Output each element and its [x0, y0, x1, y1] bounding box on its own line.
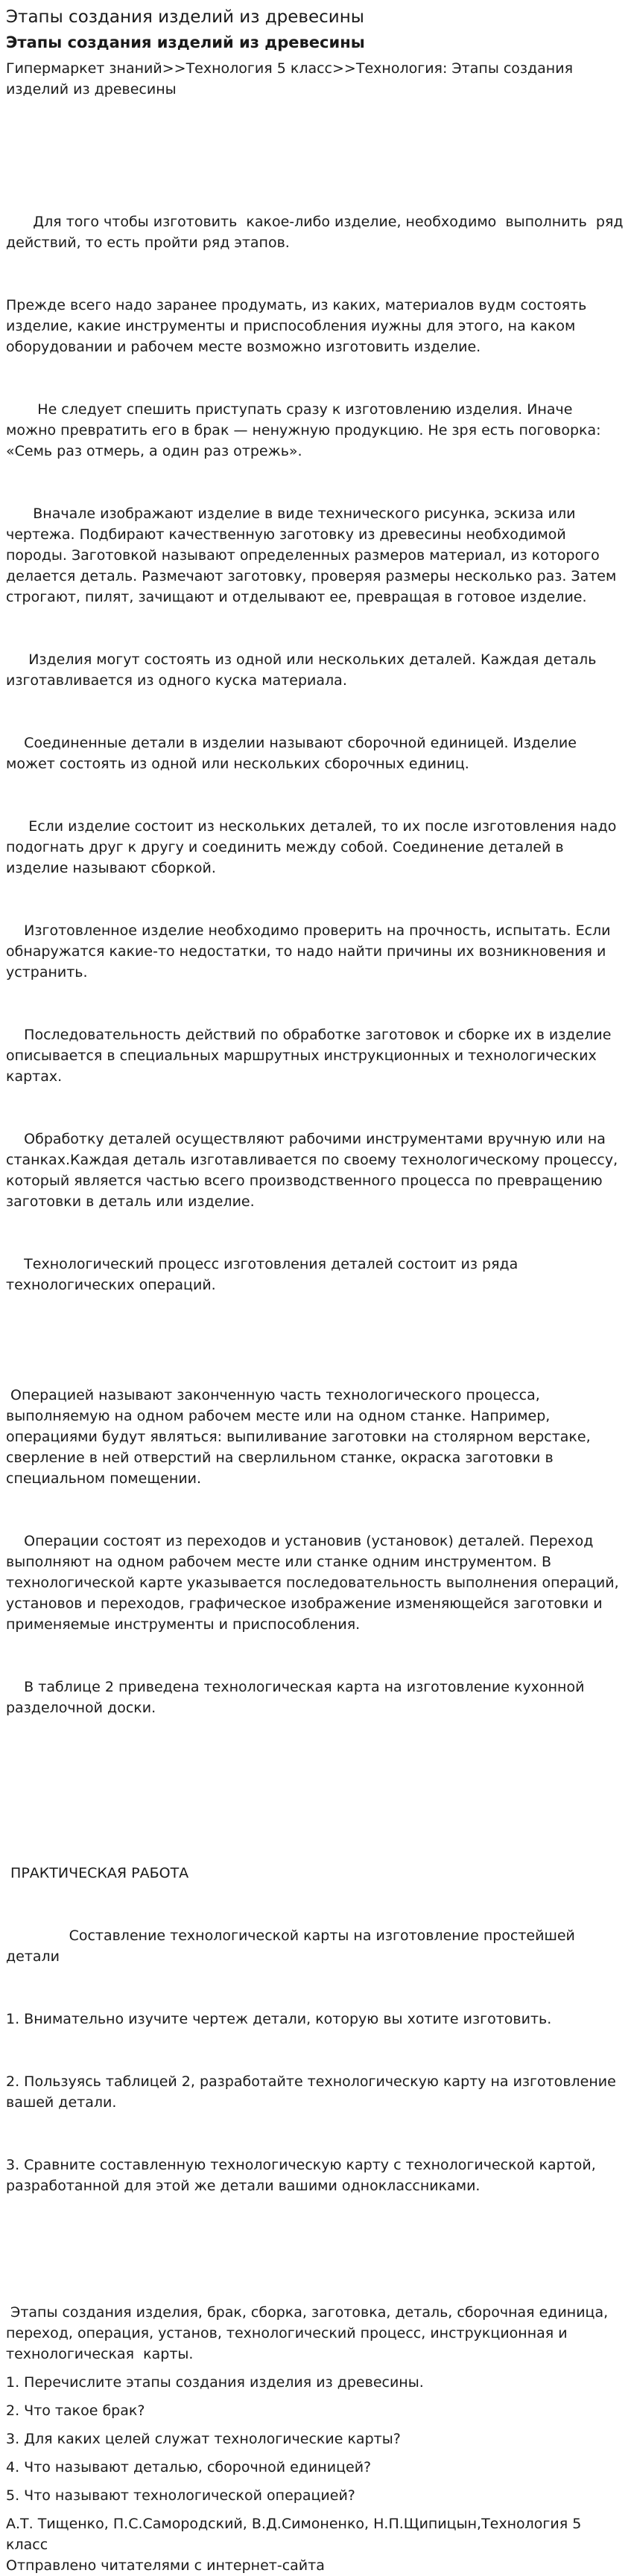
- article-body: [6, 170, 628, 1760]
- paragraph: Операцией называют законченную часть технологического процесса, выполняемую на одном рабочем месте или на одном станке. Например, операциями будут являться: выпиливание заготовки на столярном верстаке, сверление в ней отверстий на сверлильном станке, окраска заготовки в специальном помещении.: [6, 1387, 595, 1487]
- paragraph: Если изделие состоит из нескольких деталей, то их после изготовления надо подогнать друг к другу и соединить между собой. Соединение деталей в изделие называют сборкой.: [6, 818, 621, 876]
- breadcrumb-link-hypermarket[interactable]: Гипермаркет знаний: [6, 60, 162, 77]
- breadcrumb-separator: >>: [332, 60, 356, 77]
- paragraph: Соединенные детали в изделии называют сборочной единицей. Изделие может состоять из одной или нескольких сборочных единиц.: [6, 735, 581, 772]
- question-item: 2. Что такое брак?: [6, 2403, 145, 2419]
- question-item: 3. Для каких целей служат технологические карты?: [6, 2431, 401, 2447]
- spacer: [6, 1760, 625, 1821]
- paragraph: В таблице 2 приведена технологическая карта на изготовление кухонной разделочной доски.: [6, 1679, 589, 1716]
- paragraph: Технологический процесс изготовления деталей состоит из ряда технологических операций.: [6, 1256, 523, 1293]
- credits-authors: А.Т. Тищенко, П.С.Самородский, В.Д.Симоненко, Н.П.Щипицын,Технология 5 класс: [6, 2516, 582, 2553]
- spacer: [6, 2238, 625, 2302]
- document-title: Этапы создания изделий из древесины: [6, 7, 364, 27]
- spacer: [6, 1337, 625, 1343]
- practical-work-item: 3. Сравните составленную технологическую карту с технологической картой, разработанной для этой же детали вашими одноклассниками.: [6, 2157, 600, 2194]
- question-item: 1. Перечислите этапы создания изделия из древесины.: [6, 2374, 424, 2391]
- keywords: Этапы создания изделия, брак, сборка, заготовка, деталь, сборочная единица, переход, операция, установ, технологический процесс, инструкционная и технологическая карты.: [6, 2304, 613, 2362]
- practical-work-title: ПРАКТИЧЕСКАЯ РАБОТА: [6, 1865, 189, 1881]
- paragraph: Не следует спешить приступать сразу к изготовлению изделия. Иначе можно превратить его в брак — ненужную продукцию. Не зря есть поговорка: «Семь раз отмерь, а один раз отрежь».: [6, 401, 606, 459]
- question-item: 5. Что называют технологической операцией?: [6, 2487, 355, 2504]
- practical-work-item: 2. Пользуясь таблицей 2, разработайте технологическую карту на изготовление вашей детали.: [6, 2073, 621, 2111]
- paragraph: Прежде всего надо заранее продумать, из каких, материалов вудм состоять изделие, какие инструменты и приспособления иужны для этого, на каком оборудовании и рабочем месте возможно изготовить изделие.: [6, 297, 592, 355]
- breadcrumb-current: Технология: Этапы создания изделий из древесины: [6, 60, 574, 98]
- practical-work-item: 1. Внимательно изучите чертеж детали, которую вы хотите изготовить.: [6, 2011, 552, 2027]
- paragraph: Вначале изображают изделие в виде технического рисунка, эскиза или чертежа. Подбирают качественную заготовку из древесины необходимой породы. Заготовкой называют определенных размеров материал, из которого делается деталь. Размечают заготовку, проверяя размеры несколько раз. Затем строгают, пилят, зачищают и отделывают ее, превращая в готовое изделие.: [6, 506, 621, 605]
- breadcrumb: [6, 58, 625, 100]
- question-item: 4. Что называют деталью, сборочной единицей?: [6, 2459, 372, 2475]
- paragraph: Для того чтобы изготовить какое-либо изделие, необходимо выполнить ряд действий, то есть пройти ряд этапов.: [6, 214, 628, 251]
- paragraph: Изделия могут состоять из одной или нескольких деталей. Каждая деталь изготавливается из одного куска материала.: [6, 651, 601, 689]
- spacer: [6, 100, 625, 170]
- breadcrumb-separator: >>: [162, 60, 186, 77]
- paragraph: Последовательность действий по обработке заготовок и сборке их в изделие описывается в специальных маршрутных инструкционных и технологических картах.: [6, 1027, 616, 1085]
- paragraph: Операции состоят из переходов и установив (установок) деталей. Переход выполняют на одном рабочем месте или станке одним инструментом. В технологической карте указывается последовательность выполнения операций, установов и переходов, графическое изображение изменяющейся заготовки и применяемые инструменты и приспособления.: [6, 1533, 624, 1633]
- paragraph: Изготовленное изделие необходимо проверить на прочность, испытать. Если обнаружатся какие-то недостатки, то надо найти причины их возникновения и устранить.: [6, 922, 615, 981]
- page: [0, 6, 631, 2576]
- questions-list: [6, 2372, 625, 2506]
- credits-source: Отправлено читателями с интернет-сайта: [6, 2557, 325, 2574]
- document-heading: Этапы создания изделий из древесины: [6, 34, 365, 51]
- practical-work-subtitle: Составление технологической карты на изготовление простейшей детали: [6, 1928, 580, 1965]
- paragraph: Обработку деталей осуществляют рабочими инструментами вручную или на станках.Каждая деталь изготавливается по своему технологическому процессу, который является частью всего производственного процесса по превращению заготовки в деталь или изделие.: [6, 1131, 623, 1210]
- breadcrumb-link-technology-5[interactable]: Технология 5 класс: [186, 60, 333, 77]
- practical-work-section: [6, 1821, 625, 2238]
